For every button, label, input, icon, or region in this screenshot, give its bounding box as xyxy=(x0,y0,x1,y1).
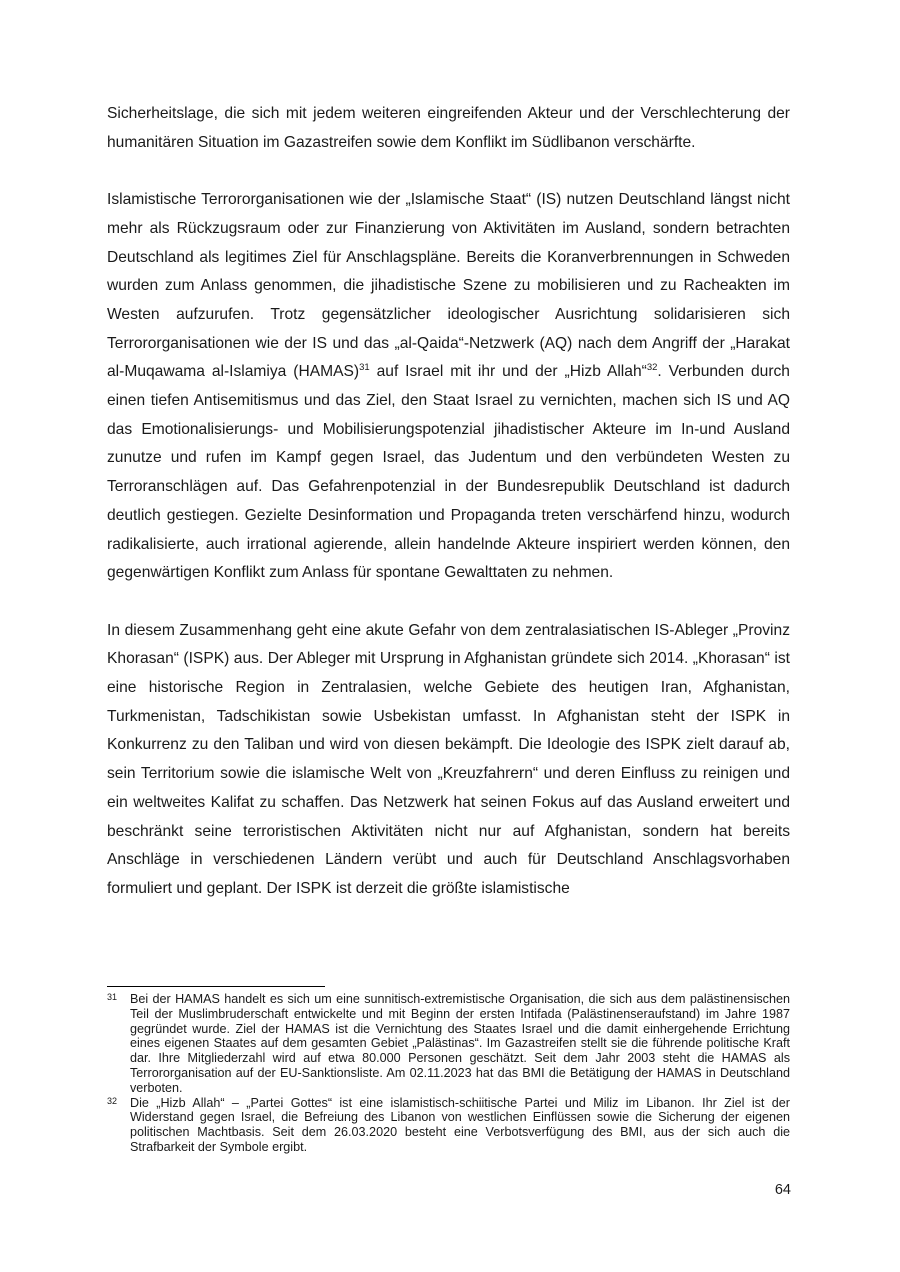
page-number: 64 xyxy=(774,1182,791,1198)
paragraph-2 xyxy=(107,186,790,588)
paragraph-2-part-a: Islamistische Terrororganisationen wie der „Islamische Staat“ (IS) nutzen Deutschland längst nicht mehr als Rückzugsraum oder zur Finanzierung von Aktivitäten im Ausland, sondern betrachten Deutschland als legitimes Ziel für Anschlagspläne. Bereits die Koranverbrennungen in Schweden wurden zum Anlass genommen, die jihadistische Szene zu mobilisieren und zu Racheakten im Westen aufzurufen. Trotz gegensätzlicher ideologischer Ausrichtung solidarisieren sich Terrororganisationen wie der IS und das „al-Qaida“-Netzwerk (AQ) nach dem Angriff der „Harakat al-Muqawama al-Islamiya (HAMAS) xyxy=(107,191,790,381)
footnote-text: Die „Hizb Allah“ – „Partei Gottes“ ist eine islamistisch-schiitische Partei und Miliz im Libanon. Ihr Ziel ist der Widerstand gegen Israel, die Befreiung des Libanon von westlichen Einflüssen sowie die Sicherung der eigenen politischen Machtbasis. Seit dem 26.03.2020 besteht eine Verbotsverfügung des BMI, aus der sich auch die Strafbarkeit der Symbole ergibt. xyxy=(130,1095,790,1154)
paragraph-1: Sicherheitslage, die sich mit jedem weiteren eingreifenden Akteur und der Verschlechterung der humanitären Situation im Gazastreifen sowie dem Konflikt im Südlibanon verschärfte. xyxy=(107,105,790,151)
footnote-number: 31 xyxy=(107,992,118,1002)
paragraph-2-part-b: auf Israel mit ihr und der „Hizb Allah“ xyxy=(369,363,647,381)
footnote-number: 32 xyxy=(107,1095,118,1106)
paragraph-3: In diesem Zusammenhang geht eine akute Gefahr von dem zentralasiatischen IS-Ableger „Provinz Khorasan“ (ISPK) aus. Der Ableger mit Ursprung in Afghanistan gründete sich 2014. „Khorasan“ ist eine historische Region in Zentralasien, welche Gebiete des heutigen Iran, Afghanistan, Turkmenistan, Tadschikistan sowie Usbekistan umfasst. In Afghanistan steht der ISPK in Konkurrenz zu den Taliban und wird von diesen bekämpft. Die Ideologie des ISPK zielt darauf ab, sein Territorium sowie die islamische Welt von „Kreuzfahrern“ und deren Einfluss zu reinigen und ein weltweites Kalifat zu schaffen. Das Netzwerk hat seinen Fokus auf das Ausland erweitert und beschränkt seine terroristischen Aktivitäten nicht nur auf Afghanistan, sondern hat bereits Anschläge in verschiedenen Ländern verübt und auch für Deutschland Anschlagsvorhaben formuliert und geplant. Der ISPK ist derzeit die größte islamistische xyxy=(107,621,790,897)
footnotes xyxy=(107,992,790,1155)
footnote-reference-31[interactable]: 31 xyxy=(359,362,370,374)
footnote-reference-32[interactable]: 32 xyxy=(646,362,658,374)
footnote-separator xyxy=(107,986,325,987)
footnote-text: Bei der HAMAS handelt es sich um eine sunnitisch-extremistische Organisation, die sich aus dem palästinensischen Teil der Muslimbruderschaft entwickelte und mit Beginn der ersten Intifada (Palästinenseraufstand) im Jahre 1987 gegründet wurde. Ziel der HAMAS ist die Vernichtung des Staates Israel und die damit einhergehende Errichtung eines eigenen Staates auf dem gesamten Gebiet „Palästinas“. Im Gazastreifen stellt sie die führende politische Kraft dar. Ihre Mitgliederzahl wird auf etwa 80.000 Personen geschätzt. Seit dem Jahr 2003 steht die HAMAS als Terrororganisation auf der EU-Sanktionsliste. Am 02.11.2023 hat das BMI die Betätigung der HAMAS in Deutschland verboten. xyxy=(130,992,790,1095)
main-text xyxy=(107,100,790,904)
footnote-31 xyxy=(107,992,790,1096)
footnote-32 xyxy=(107,1096,790,1155)
paragraph-2-part-c: . Verbunden durch einen tiefen Antisemitismus und das Ziel, den Staat Israel zu vernichten, machen sich IS und AQ das Emotionalisierungs- und Mobilisierungspotenzial jihadistischer Akteure im In-und Ausland zunutze und rufen im Kampf gegen Israel, das Judentum und den verbündeten Westen zu Terroranschlägen auf. Das Gefahrenpotenzial in der Bundesrepublik Deutschland ist dadurch deutlich gestiegen. Gezielte Desinformation und Propaganda treten verschärfend hinzu, wodurch radikalisierte, auch irrational agierende, allein handelnde Akteure inspiriert werden können, den gegenwärtigen Konflikt zum Anlass für spontane Gewalttaten zu nehmen. xyxy=(107,363,790,582)
